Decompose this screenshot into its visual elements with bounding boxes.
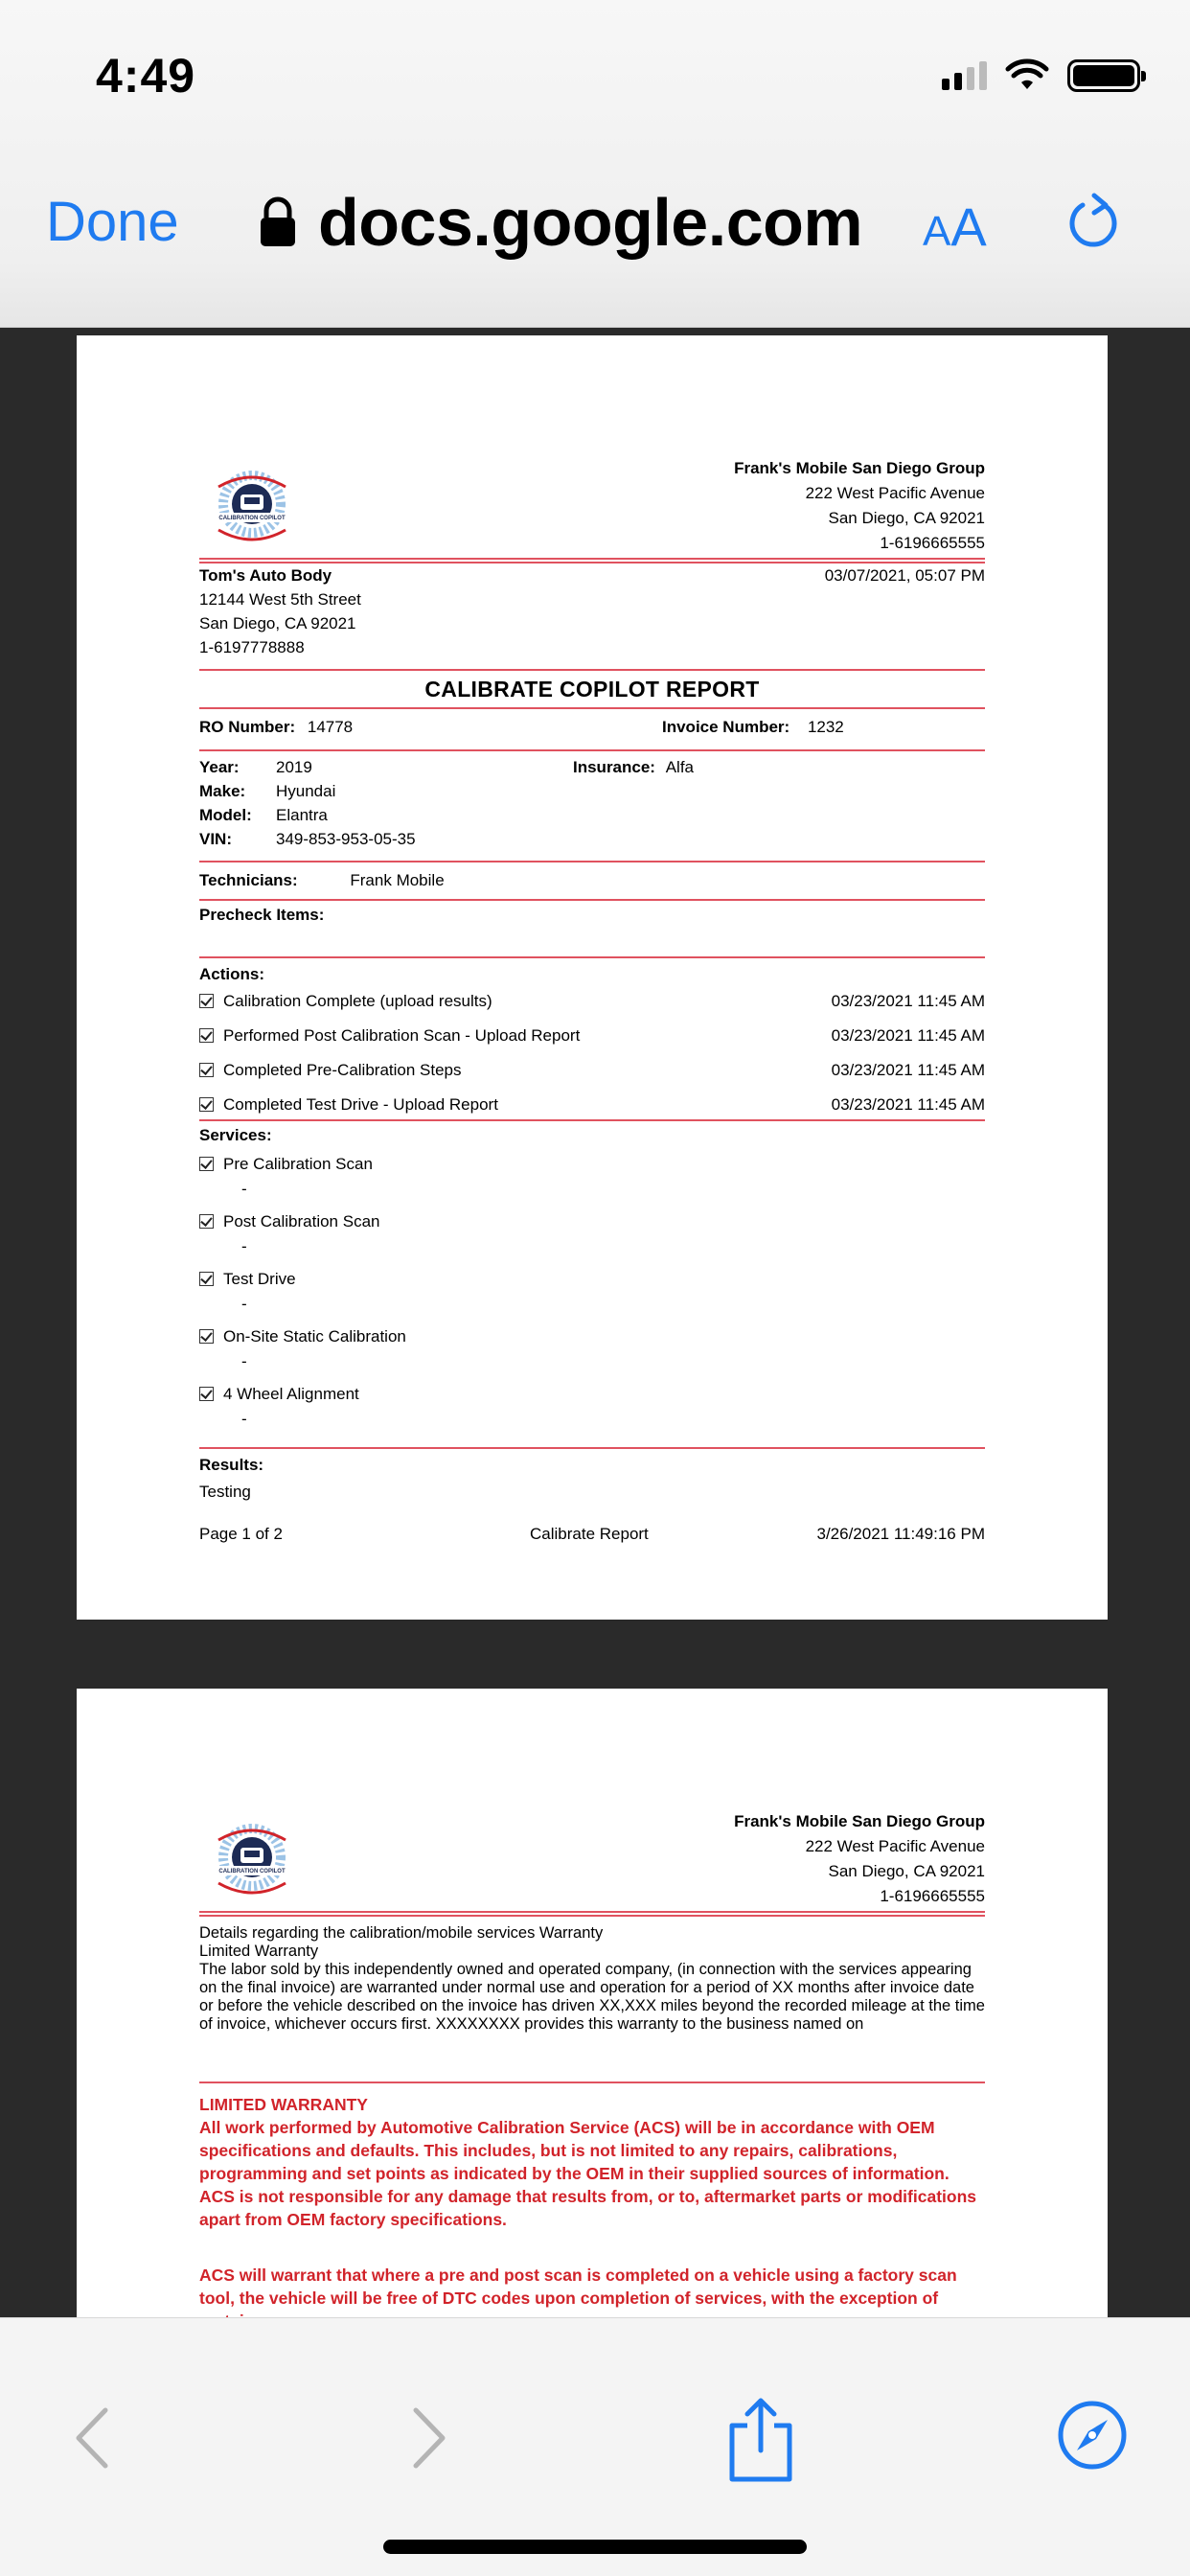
calibration-copilot-logo [199,458,305,554]
model-label: Model: [199,806,252,824]
model-value: Elantra [276,806,328,824]
service-row [199,1267,296,1291]
ro-number-label: RO Number: [199,718,296,736]
company-city: San Diego, CA 92021 [828,1862,985,1880]
service-label: Pre Calibration Scan [223,1155,373,1173]
divider [199,707,985,709]
action-label: Completed Pre-Calibration Steps [223,1061,462,1079]
logo-text: CALIBRATION COPILOT [218,516,286,521]
divider [199,1911,985,1917]
technicians-label: Technicians: [199,871,298,889]
done-button[interactable]: Done [46,191,179,253]
customer-city: San Diego, CA 92021 [199,614,356,632]
footer-datetime: 3/26/2021 11:49:16 PM [816,1525,985,1543]
divider [199,1119,985,1121]
action-row [199,1024,580,1047]
insurance-value: Alfa [665,758,695,776]
service-row [199,1324,406,1348]
checkbox-checked-icon [199,1028,214,1043]
cellular-signal-icon [942,61,987,90]
service-row [199,1209,379,1233]
precheck-label: Precheck Items: [199,906,325,924]
action-label: Completed Test Drive - Upload Report [223,1095,498,1114]
warranty-details [199,1924,985,2034]
service-note: - [241,1410,247,1428]
service-note: - [241,1237,247,1255]
results-label: Results: [199,1456,264,1474]
divider [199,899,985,901]
action-date: 03/23/2021 11:45 AM [831,1061,985,1079]
service-note: - [241,1352,247,1370]
make-label: Make: [199,782,246,800]
technicians-row [199,868,445,892]
company-phone: 1-6196665555 [880,534,985,552]
checkbox-checked-icon [199,1272,214,1286]
insurance-row [573,755,694,779]
divider [199,861,985,862]
service-note: - [241,1295,247,1313]
divider [199,749,985,751]
services-label: Services: [199,1126,272,1144]
reload-icon[interactable] [1062,192,1125,255]
company-street: 222 West Pacific Avenue [805,1837,985,1855]
actions-label: Actions: [199,965,264,983]
warranty-heading: Details regarding the calibration/mobile services Warranty [199,1924,604,1942]
checkbox-checked-icon [199,1157,214,1171]
technicians-value: Frank Mobile [350,871,445,889]
divider [199,1447,985,1449]
action-label: Performed Post Calibration Scan - Upload Report [223,1026,581,1045]
year-label: Year: [199,758,240,776]
warranty-body: The labor sold by this independently owned and operated company, (in connection with the services appearing on the final invoice) are warranted under normal use and operation for a period of XX months after invoice date or before the vehicle described on the invoice has driven XX,XXX miles beyond the recorded mileage at the time of invoice, whichever occurs first. XXXXXXXX provides this warranty to the business named on [199,1961,985,2033]
footer-name: Calibrate Report [530,1525,649,1543]
service-label: On-Site Static Calibration [223,1327,406,1346]
checkbox-checked-icon [199,1387,214,1401]
pdf-page-1 [77,335,1108,1620]
company-address-block [734,456,985,556]
ro-number-value: 14778 [307,718,354,736]
logo-text: CALIBRATION COPILOT [218,1869,286,1874]
url-text: docs.google.com [318,185,863,260]
company-name: Frank's Mobile San Diego Group [734,459,985,477]
share-icon[interactable] [724,2397,797,2483]
service-row [199,1152,373,1176]
invoice-number-row [662,715,844,739]
address-bar[interactable] [259,184,862,261]
vehicle-labels [199,755,252,851]
action-row [199,1092,498,1116]
customer-street: 12144 West 5th Street [199,590,361,609]
browser-top-bar [0,0,1190,328]
compass-icon[interactable] [1056,2399,1129,2472]
limited-warranty-title: LIMITED WARRANTY [199,2095,368,2114]
action-date: 03/23/2021 11:45 AM [831,1095,985,1114]
back-icon[interactable] [69,2404,117,2472]
ro-number-row [199,715,353,739]
warranty-subheading: Limited Warranty [199,1943,319,1960]
divider [199,956,985,958]
service-row [199,1382,359,1406]
forward-icon[interactable] [404,2404,452,2472]
divider [199,2082,985,2083]
year-value: 2019 [276,758,312,776]
text-size-button[interactable] [923,196,987,258]
scan-warranty-paragraph: ACS will warrant that where a pre and post scan is completed on a vehicle using a factory scan tool, the vehicle will be free of DTC codes upon completion of services, with the exception of [199,2266,957,2308]
pdf-page-2 [77,1689,1108,2359]
company-address-block [734,1809,985,1909]
invoice-number-value: 1232 [807,718,844,736]
customer-phone: 1-6197778888 [199,638,305,656]
invoice-number-label: Invoice Number: [662,718,790,736]
action-row [199,1058,462,1082]
vehicle-values [276,755,416,851]
text-size-small-a: A [923,208,951,255]
limited-warranty-paragraph: All work performed by Automotive Calibration Service (ACS) will be in accordance with OEM specifications and defaults. This includes, but is not limited to any repairs, calibrations, programming and set points as indicated by the OEM in their supplied sources of information. ACS is not responsible for any damage that results from, or to, aftermarket parts or modifications apart from OEM factory specifications. [199,2118,976,2229]
home-indicator[interactable] [383,2540,807,2554]
checkbox-checked-icon [199,1214,214,1229]
checkbox-checked-icon [199,994,214,1008]
divider [199,669,985,671]
footer-page: Page 1 of 2 [199,1525,283,1543]
vin-label: VIN: [199,830,232,848]
customer-block [199,564,361,659]
service-label: 4 Wheel Alignment [223,1385,359,1403]
checkbox-checked-icon [199,1097,214,1112]
company-street: 222 West Pacific Avenue [805,484,985,502]
report-title: CALIBRATE COPILOT REPORT [424,677,760,702]
checkbox-checked-icon [199,1329,214,1344]
text-size-big-a: A [950,196,987,257]
service-note: - [241,1180,247,1198]
battery-icon [1067,59,1140,92]
service-label: Test Drive [223,1270,296,1288]
service-label: Post Calibration Scan [223,1212,380,1230]
action-date: 03/23/2021 11:45 AM [831,1026,985,1045]
company-phone: 1-6196665555 [880,1887,985,1905]
company-city: San Diego, CA 92021 [828,509,985,527]
document-viewer[interactable] [0,328,1190,2317]
status-icons [942,59,1140,92]
company-name: Frank's Mobile San Diego Group [734,1812,985,1830]
checkbox-checked-icon [199,1063,214,1077]
insurance-label: Insurance: [573,758,655,776]
calibration-copilot-logo [199,1811,305,1907]
action-date: 03/23/2021 11:45 AM [831,992,985,1010]
action-label: Calibration Complete (upload results) [223,992,492,1010]
make-value: Hyundai [276,782,336,800]
action-row [199,989,492,1013]
wifi-icon [1006,60,1048,91]
results-value: Testing [199,1483,251,1501]
vin-value: 349-853-953-05-35 [276,830,416,848]
report-datetime: 03/07/2021, 05:07 PM [824,566,985,585]
status-time: 4:49 [96,49,196,103]
lock-icon [259,196,297,248]
browser-bottom-bar [0,2317,1190,2576]
limited-warranty-section [199,2093,985,2231]
customer-name: Tom's Auto Body [199,566,332,585]
